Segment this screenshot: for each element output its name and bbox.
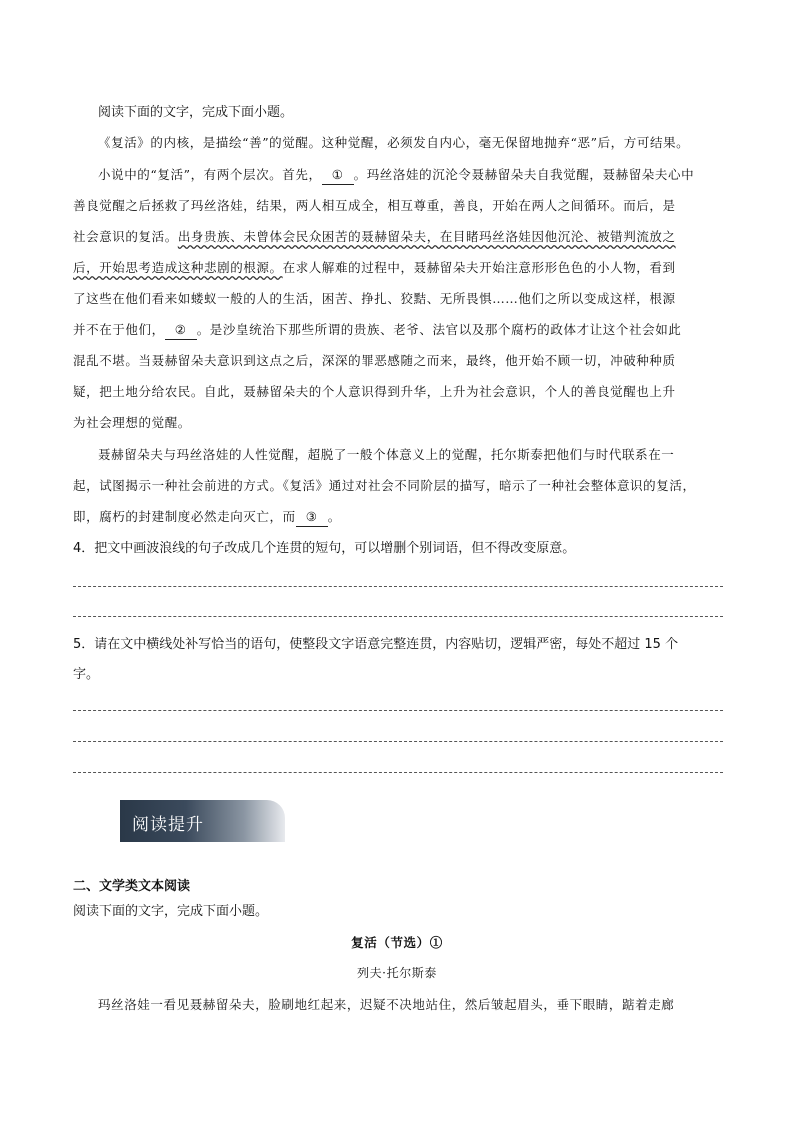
text-segment: 。	[327, 509, 341, 524]
wavy-underlined-sentence: 出身贵族、未曾体会民众困苦的聂赫留朵夫，在目睹玛丝洛娃因他沉沦、被错判流放之	[177, 229, 676, 244]
passage-line: 聂赫留朵夫与玛丝洛娃的人性觉醒，超脱了一般个体意义上的觉醒，托尔斯泰把他们与时代联系在一	[98, 447, 675, 462]
passage-line	[73, 228, 676, 246]
passage-line	[98, 166, 694, 185]
text-segment: 在求人解难的过程中，聂赫留朵夫开始注意形形色色的小人物，看到	[282, 260, 676, 275]
text-segment: 小说中的“复活”，有两个层次。首先，	[98, 167, 322, 182]
answer-line[interactable]	[73, 586, 723, 587]
section-intro: 阅读下面的文字，完成下面小题。	[73, 904, 269, 919]
section-heading: 二、文学类文本阅读	[73, 879, 191, 894]
passage-line: 混乱不堪。当聂赫留朵夫意识到这点之后，深深的罪恶感随之而来，最终，他开始不顾一切，冲破种种质	[73, 353, 676, 368]
blank-3: ③	[296, 508, 328, 527]
passage-line: 疑，把土地分给农民。自此，聂赫留朵夫的个人意识得到升华，上升为社会意识，个人的善良觉醒也上升	[73, 384, 676, 399]
text-segment: 即，腐朽的封建制度必然走向灭亡，而	[73, 509, 296, 524]
passage-paragraph-1: 《复活》的内核，是描绘“善”的觉醒。这种觉醒，必须发自内心，毫无保留地抛弃“恶”后，方可结果。	[98, 135, 690, 150]
passage-line: 善良觉醒之后拯救了玛丝洛娃，结果，两人相互成全，相互尊重，善良，开始在两人之间循环。而后，是	[73, 198, 676, 213]
question-5-continued: 字。	[73, 667, 100, 682]
answer-line[interactable]	[73, 710, 723, 711]
passage-line	[73, 508, 341, 527]
answer-line[interactable]	[73, 616, 723, 617]
section-banner-label: 阅读提升	[132, 815, 204, 835]
article-paragraph-1: 玛丝洛娃一看见聂赫留朵夫，脸刷地红起来，迟疑不决地站住，然后皱起眉头，垂下眼睛，踮着走廊	[98, 997, 675, 1012]
passage-line: 了这些在他们看来如蝼蚁一般的人的生活，困苦、挣扎、狡黠、无所畏惧……他们之所以变成这样，根源	[73, 291, 676, 306]
text-segment: 。是沙皇统治下那些所谓的贵族、老爷、法官以及那个腐朽的政体才让这个社会如此	[196, 322, 682, 337]
passage-line	[73, 259, 676, 277]
article-author: 列夫·托尔斯泰	[356, 966, 437, 980]
blank-2: ②	[165, 321, 197, 340]
answer-line[interactable]	[73, 772, 723, 773]
text-segment: 社会意识的复活。	[73, 229, 178, 244]
passage-line	[73, 321, 681, 340]
passage-line: 起，试图揭示一种社会前进的方式。《复活》通过对社会不同阶层的描写，暗示了一种社会整体意识的复活，	[73, 478, 696, 493]
article-title: 复活（节选）①	[351, 935, 443, 950]
passage-line: 为社会理想的觉醒。	[73, 415, 191, 430]
question-4: 4．把文中画波浪线的句子改成几个连贯的短句，可以增删个别词语，但不得改变原意。	[73, 541, 576, 556]
wavy-underlined-sentence: 后，开始思考造成这种悲剧的根源。	[73, 260, 283, 275]
text-segment: 。玛丝洛娃的沉沦令聂赫留朵夫自我觉醒，聂赫留朵夫心中	[353, 167, 695, 182]
blank-1: ①	[322, 166, 354, 185]
question-5: 5．请在文中横线处补写恰当的语句，使整段文字语意完整连贯，内容贴切，逻辑严密，每处不超过 15 个	[73, 637, 679, 652]
section-banner	[120, 800, 285, 842]
passage-intro: 阅读下面的文字，完成下面小题。	[98, 105, 294, 120]
answer-line[interactable]	[73, 741, 723, 742]
text-segment: 并不在于他们，	[73, 322, 165, 337]
